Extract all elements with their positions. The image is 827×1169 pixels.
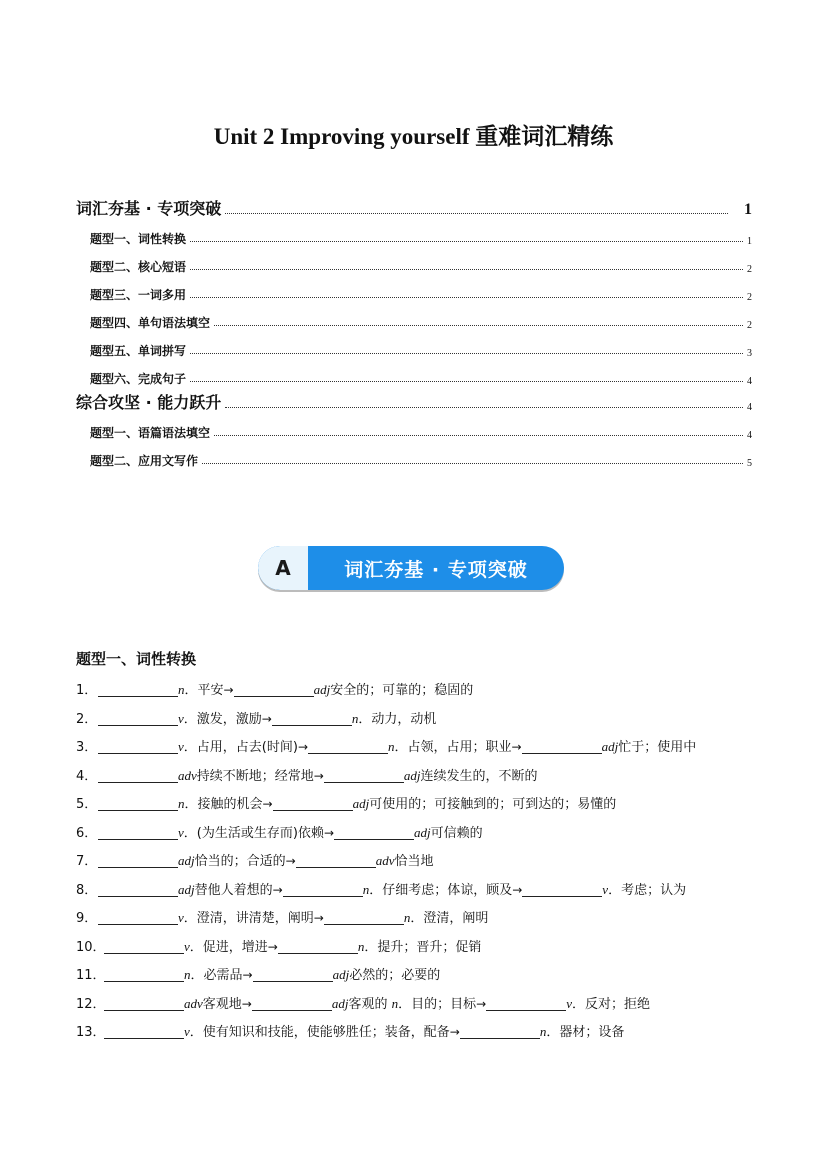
toc-sub-label: 题型一、语篇语法填空 bbox=[90, 426, 211, 440]
toc-sub-item[interactable] bbox=[76, 359, 752, 387]
toc-leader-dots bbox=[190, 241, 743, 242]
exercise-row bbox=[76, 676, 766, 705]
arrow-icon: → bbox=[323, 825, 334, 840]
exercise-number: 3． bbox=[76, 740, 98, 755]
answer-blank[interactable] bbox=[253, 967, 333, 982]
exercise-number: 8． bbox=[76, 882, 98, 898]
definition-text: 忙于；使用中 bbox=[618, 740, 697, 755]
part-of-speech: adj bbox=[601, 739, 619, 754]
exercise-number: 4． bbox=[76, 768, 98, 784]
answer-blank[interactable] bbox=[98, 853, 178, 868]
table-of-contents bbox=[76, 192, 752, 469]
toc-leader-dots bbox=[190, 381, 743, 382]
answer-blank[interactable] bbox=[98, 796, 178, 811]
answer-blank[interactable] bbox=[104, 1024, 184, 1039]
toc-page-number: 2 bbox=[747, 292, 752, 303]
part-of-speech: adj bbox=[352, 796, 370, 811]
toc-sub-label: 题型二、核心短语 bbox=[90, 260, 187, 274]
answer-blank[interactable] bbox=[98, 711, 178, 726]
toc-sub-item[interactable] bbox=[76, 275, 752, 303]
toc-sub-item[interactable] bbox=[76, 441, 752, 469]
toc-leader-dots bbox=[202, 463, 743, 464]
answer-blank[interactable] bbox=[522, 882, 602, 897]
part-of-speech: n bbox=[178, 796, 185, 811]
arrow-icon: → bbox=[449, 1025, 460, 1039]
exercise-row bbox=[76, 904, 766, 933]
definition-text: ．澄清，讲清楚，阐明 bbox=[183, 911, 314, 926]
arrow-icon: → bbox=[241, 996, 252, 1011]
part-of-speech: adj bbox=[414, 824, 431, 840]
exercise-number: 2． bbox=[76, 711, 98, 727]
definition-text: ．促进，增进 bbox=[189, 939, 268, 955]
exercise-row bbox=[76, 961, 766, 990]
part-of-speech: v bbox=[178, 910, 184, 925]
answer-blank[interactable] bbox=[283, 882, 363, 897]
part-of-speech: n bbox=[403, 910, 411, 925]
definition-text: ．考虑；认为 bbox=[608, 882, 687, 898]
arrow-icon: → bbox=[262, 797, 273, 811]
arrow-icon: → bbox=[272, 882, 283, 897]
definition-text: ．占用，占去(时间) bbox=[183, 740, 298, 755]
toc-leader-dots bbox=[190, 297, 743, 298]
answer-blank[interactable] bbox=[296, 853, 376, 868]
arrow-icon: → bbox=[313, 768, 324, 783]
toc-page-number: 5 bbox=[747, 458, 752, 469]
answer-blank[interactable] bbox=[98, 882, 178, 897]
toc-leader-dots bbox=[225, 213, 728, 214]
answer-blank[interactable] bbox=[278, 939, 358, 954]
arrow-icon: → bbox=[297, 740, 308, 754]
toc-leader-dots bbox=[190, 353, 743, 354]
answer-blank[interactable] bbox=[324, 910, 404, 925]
part-of-speech: v bbox=[178, 739, 184, 754]
toc-main-label: 词汇夯基 · 专项突破 bbox=[76, 199, 222, 218]
banner-pill bbox=[258, 546, 564, 590]
exercise-row bbox=[76, 705, 766, 734]
arrow-icon: → bbox=[261, 711, 272, 726]
arrow-icon: → bbox=[242, 968, 253, 982]
answer-blank[interactable] bbox=[98, 682, 178, 697]
definition-text: 可使用的；可接触到的；可到达的；易懂的 bbox=[369, 797, 617, 812]
part-of-speech: v bbox=[178, 710, 184, 726]
toc-sub-label: 题型三、一词多用 bbox=[90, 288, 187, 302]
part-of-speech: n bbox=[388, 739, 395, 754]
arrow-icon: → bbox=[267, 939, 278, 954]
toc-leader-dots bbox=[214, 325, 743, 326]
definition-text: ．占领，占用；职业 bbox=[394, 740, 512, 755]
toc-page-number: 1 bbox=[747, 236, 752, 247]
exercise-list bbox=[76, 676, 766, 1047]
exercise-row bbox=[76, 819, 766, 848]
toc-sub-label: 题型五、单词拼写 bbox=[90, 344, 187, 358]
toc-page-number: 4 bbox=[747, 430, 752, 441]
part-of-speech: adj bbox=[332, 967, 350, 982]
arrow-icon: → bbox=[285, 854, 296, 868]
definition-text: ．仔细考虑；体谅，顾及 bbox=[369, 882, 513, 898]
toc-sub-item[interactable] bbox=[76, 247, 752, 275]
toc-page-number: 4 bbox=[747, 402, 752, 413]
definition-text: ．接触的机会 bbox=[184, 797, 263, 812]
exercise-number: 7． bbox=[76, 854, 98, 869]
exercise-number: 12． bbox=[76, 996, 106, 1012]
definition-text: 恰当的；合适的 bbox=[194, 854, 286, 869]
answer-blank[interactable] bbox=[334, 825, 414, 840]
answer-blank[interactable] bbox=[486, 996, 566, 1011]
exercise-row bbox=[76, 762, 766, 791]
exercise-row bbox=[76, 733, 766, 762]
toc-page-number: 3 bbox=[747, 348, 752, 359]
part-of-speech: n bbox=[362, 881, 370, 897]
toc-main-item[interactable] bbox=[76, 192, 752, 219]
banner-letter: A bbox=[258, 546, 308, 590]
definition-text: ．反对；拒绝 bbox=[571, 996, 650, 1012]
definition-text: ．(为生活或生存而)依赖 bbox=[183, 825, 324, 841]
part-of-speech: adj bbox=[403, 767, 421, 783]
exercise-row bbox=[76, 933, 766, 962]
part-of-speech: adj bbox=[331, 995, 349, 1011]
definition-text: ．目的；目标 bbox=[398, 996, 477, 1012]
definition-text: 必然的；必要的 bbox=[349, 968, 441, 983]
toc-sub-label: 题型六、完成句子 bbox=[90, 372, 187, 386]
toc-sub-item[interactable] bbox=[76, 331, 752, 359]
part-of-speech: v bbox=[178, 824, 184, 840]
arrow-icon: → bbox=[223, 683, 234, 697]
toc-main-item[interactable] bbox=[76, 387, 752, 413]
answer-blank[interactable] bbox=[273, 796, 353, 811]
part-of-speech: adj bbox=[178, 881, 195, 897]
answer-blank[interactable] bbox=[104, 967, 184, 982]
part-of-speech: v bbox=[566, 995, 572, 1011]
exercise-number: 10． bbox=[76, 939, 106, 955]
definition-text: ．平安 bbox=[184, 683, 224, 698]
toc-sub-item[interactable] bbox=[76, 219, 752, 247]
exercise-number: 11． bbox=[76, 968, 106, 983]
toc-main-label: 综合攻坚 · 能力跃升 bbox=[76, 393, 222, 412]
toc-page-number: 2 bbox=[747, 320, 752, 331]
answer-blank[interactable] bbox=[460, 1024, 540, 1039]
answer-blank[interactable] bbox=[324, 768, 404, 783]
page-title: Unit 2 Improving yourself 重难词汇精练 bbox=[213, 124, 614, 149]
answer-blank[interactable] bbox=[252, 996, 332, 1011]
toc-leader-dots bbox=[225, 407, 743, 408]
answer-blank[interactable] bbox=[98, 768, 178, 783]
definition-text: ．提升；晋升；促销 bbox=[364, 939, 482, 955]
part-of-speech: adj bbox=[178, 853, 195, 868]
definition-text: 恰当地 bbox=[394, 854, 434, 869]
answer-blank[interactable] bbox=[522, 739, 602, 754]
toc-sub-label: 题型二、应用文写作 bbox=[90, 454, 199, 468]
definition-text: ．澄清，阐明 bbox=[410, 911, 489, 926]
part-of-speech: n bbox=[357, 938, 365, 954]
definition-text: 可信赖的 bbox=[430, 825, 483, 841]
definition-text: 客观地 bbox=[202, 996, 242, 1012]
answer-blank[interactable] bbox=[308, 739, 388, 754]
answer-blank[interactable] bbox=[272, 711, 352, 726]
toc-sub-label: 题型一、词性转换 bbox=[90, 232, 187, 246]
exercise-number: 13． bbox=[76, 1025, 106, 1040]
part-of-speech: v bbox=[184, 1024, 190, 1039]
toc-leader-dots bbox=[214, 435, 743, 436]
definition-text: 替他人着想的 bbox=[194, 882, 273, 898]
exercise-number: 6． bbox=[76, 825, 98, 841]
definition-text: ．使有知识和技能，使能够胜任；装备，配备 bbox=[189, 1025, 450, 1040]
arrow-icon: → bbox=[476, 996, 487, 1011]
definition-text: 持续不断地；经常地 bbox=[196, 768, 314, 784]
exercise-row bbox=[76, 847, 766, 876]
part-of-speech: adj bbox=[313, 682, 331, 697]
part-of-speech: v bbox=[184, 938, 190, 954]
answer-blank[interactable] bbox=[234, 682, 314, 697]
definition-text: ．器材；设备 bbox=[546, 1025, 625, 1040]
part-of-speech: adv bbox=[178, 767, 197, 783]
definition-text: ．动力，动机 bbox=[358, 711, 437, 727]
section-banner bbox=[258, 546, 568, 592]
part-of-speech: v bbox=[602, 881, 609, 897]
part-of-speech: n bbox=[351, 710, 359, 726]
exercise-number: 9． bbox=[76, 911, 98, 926]
answer-blank[interactable] bbox=[98, 825, 178, 840]
exercise-row bbox=[76, 876, 766, 905]
part-of-speech: adv bbox=[375, 853, 395, 868]
arrow-icon: → bbox=[511, 740, 522, 754]
toc-page-number: 2 bbox=[747, 264, 752, 275]
exercise-row bbox=[76, 790, 766, 819]
part-of-speech: n bbox=[184, 967, 191, 982]
part-of-speech: n bbox=[178, 682, 185, 697]
definition-text: 连续发生的，不断的 bbox=[420, 768, 538, 784]
toc-sub-label: 题型四、单句语法填空 bbox=[90, 316, 211, 330]
definition-text: 客观的 bbox=[348, 996, 392, 1012]
definition-text: 安全的；可靠的；稳固的 bbox=[330, 683, 474, 698]
definition-text: ．激发，激励 bbox=[183, 711, 262, 727]
toc-sub-item[interactable] bbox=[76, 303, 752, 331]
toc-leader-dots bbox=[190, 269, 743, 270]
exercise-number: 5． bbox=[76, 797, 98, 812]
answer-blank[interactable] bbox=[98, 910, 178, 925]
section-heading: 题型一、词性转换 bbox=[76, 650, 197, 668]
arrow-icon: → bbox=[512, 882, 523, 897]
arrow-icon: → bbox=[313, 911, 324, 925]
exercise-row bbox=[76, 990, 766, 1019]
part-of-speech: adv bbox=[184, 995, 203, 1011]
definition-text: ．必需品 bbox=[190, 968, 243, 983]
exercise-number: 1． bbox=[76, 683, 98, 698]
toc-page-number: 4 bbox=[747, 376, 752, 387]
part-of-speech: n bbox=[539, 1024, 547, 1039]
answer-blank[interactable] bbox=[104, 996, 184, 1011]
answer-blank[interactable] bbox=[98, 739, 178, 754]
toc-sub-item[interactable] bbox=[76, 413, 752, 441]
answer-blank[interactable] bbox=[104, 939, 184, 954]
banner-title: 词汇夯基 · 专项突破 bbox=[344, 558, 528, 581]
part-of-speech: n bbox=[391, 995, 399, 1011]
exercise-row bbox=[76, 1018, 766, 1047]
toc-page-number: 1 bbox=[744, 201, 752, 218]
